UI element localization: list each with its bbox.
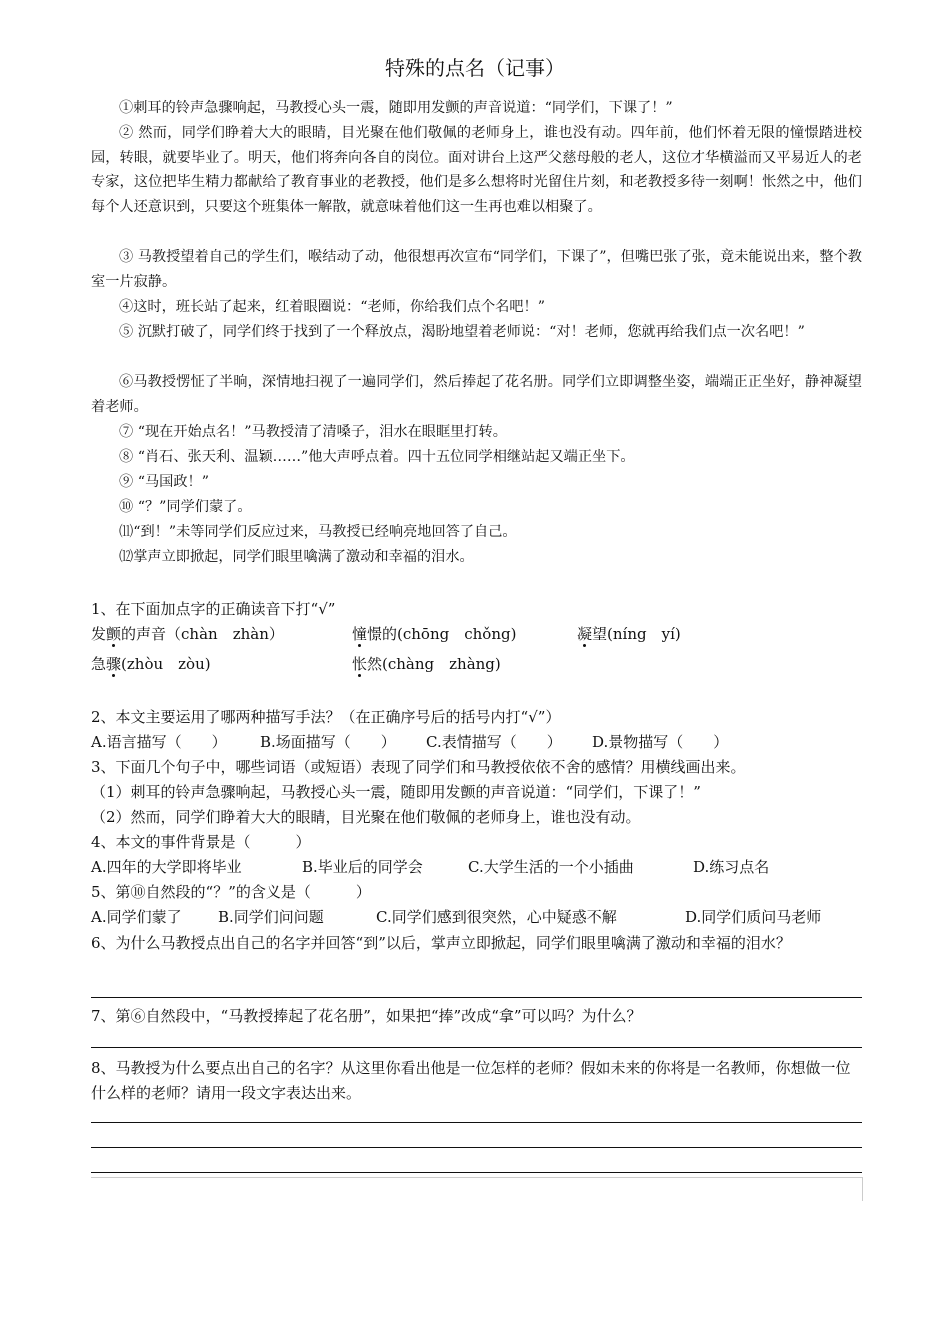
paragraph-10: ⑩ “？”同学们蒙了。 — [119, 499, 252, 515]
dotted-character: 憧 — [352, 625, 368, 643]
question-2-option-c[interactable]: C.表情描写（ ） — [426, 733, 562, 751]
page-title: 特殊的点名（记事） — [385, 56, 565, 80]
pinyin-item: 凝望(níng yí) — [577, 625, 681, 643]
question-1-prompt: 1、在下面加点字的正确读音下打“√” — [91, 600, 336, 618]
question-5-option-d[interactable]: D.同学们质问马老师 — [685, 908, 822, 926]
question-2-prompt: 2、本文主要运用了哪两种描写手法？（在正确序号后的括号内打“√”） — [91, 708, 561, 726]
paragraph-9: ⑨ “马国政！” — [119, 474, 209, 490]
question-4-option-a[interactable]: A.四年的大学即将毕业 — [91, 858, 242, 876]
question-5-option-a[interactable]: A.同学们蒙了 — [91, 908, 182, 926]
question-2-option-b[interactable]: B.场面描写（ ） — [260, 733, 396, 751]
page-frame-edge — [91, 1177, 862, 1178]
question-5-prompt: 5、第⑩自然段的“？”的含义是（ ） — [91, 883, 371, 901]
pinyin-item: 憧憬的(chōng chǒng) — [352, 625, 517, 643]
dotted-character: 怅 — [352, 655, 368, 673]
answer-line[interactable] — [91, 1122, 862, 1123]
paragraph-4: ④这时，班长站了起来，红着眼圈说：“老师，你给我们点个名吧！” — [119, 299, 545, 315]
answer-line[interactable] — [91, 1147, 862, 1148]
page-frame-edge — [862, 1177, 863, 1201]
question-2-option-d[interactable]: D.景物描写（ ） — [592, 733, 729, 751]
question-8-prompt: 8、马教授为什么要点出自己的名字？从这里你看出他是一位怎样的老师？假如未来的你将是一名教师，你想做一位什么样的老师？请用一段文字表达出来。 — [91, 1059, 851, 1102]
pinyin-item: 发颤的声音（chàn zhàn） — [91, 625, 284, 643]
question-3-sentence-2: （2）然而，同学们睁着大大的眼睛，目光聚在他们敬佩的老师身上，谁也没有动。 — [91, 808, 641, 826]
paragraph-1: ①刺耳的铃声急骤响起，马教授心头一震，随即用发颤的声音说道：“同学们，下课了！” — [119, 100, 673, 116]
paragraph-5: ⑤ 沉默打破了，同学们终于找到了一个释放点，渴盼地望着老师说：“对！老师，您就再给我们点一次名吧！” — [119, 324, 805, 340]
question-4-option-b[interactable]: B.毕业后的同学会 — [302, 858, 423, 876]
dotted-character: 颤 — [106, 625, 122, 643]
pinyin-item: 急骤(zhòu zòu) — [91, 655, 211, 673]
paragraph-6: ⑥马教授愣怔了半晌，深情地扫视了一遍同学们，然后捧起了花名册。同学们立即调整坐姿，端端正正坐好，静神凝望着老师。 — [91, 374, 862, 415]
question-7-prompt: 7、第⑥自然段中，“马教授捧起了花名册”，如果把“捧”改成“拿”可以吗？为什么？ — [91, 1007, 642, 1025]
question-5-option-b[interactable]: B.同学们问问题 — [218, 908, 324, 926]
paragraph-3: ③ 马教授望着自己的学生们，喉结动了动，他很想再次宣布“同学们，下课了”，但嘴巴张了张，竟未能说出来，整个教室一片寂静。 — [91, 249, 862, 290]
answer-line[interactable] — [91, 997, 862, 998]
question-4-option-c[interactable]: C.大学生活的一个小插曲 — [468, 858, 634, 876]
question-4-option-d[interactable]: D.练习点名 — [693, 858, 770, 876]
dotted-character: 凝 — [577, 625, 593, 643]
answer-line[interactable] — [91, 1047, 862, 1048]
question-6-prompt: 6、为什么马教授点出自己的名字并回答“到”以后，掌声立即掀起，同学们眼里噙满了激动和幸福的泪水？ — [91, 934, 791, 952]
question-2-option-a[interactable]: A.语言描写（ ） — [91, 733, 227, 751]
answer-line[interactable] — [91, 1172, 862, 1173]
paragraph-7: ⑦ “现在开始点名！”马教授清了清嗓子，泪水在眼眶里打转。 — [119, 424, 507, 440]
question-5-option-c[interactable]: C.同学们感到很突然，心中疑惑不解 — [376, 908, 617, 926]
question-3-prompt: 3、下面几个句子中，哪些词语（或短语）表现了同学们和马教授依依不舍的感情？用横线画出来。 — [91, 758, 746, 776]
paragraph-8: ⑧ “肖石、张天利、温颖……”他大声呼点着。四十五位同学相继站起又端正坐下。 — [119, 449, 635, 465]
paragraph-2: ② 然而，同学们睁着大大的眼睛，目光聚在他们敬佩的老师身上，谁也没有动。四年前，他们怀着无限的憧憬踏进校园，转眼，就要毕业了。明天，他们将奔向各自的岗位。面对讲台上这严父慈母般的老人，这位才华横溢而又平易近人的老专家，这位把毕生精力都献给了教育事业的老教授，他们是多么想将时光留住片刻，和老教授多待一刻啊！怅然之中，他们每个人还意识到，只要这个班集体一解散，就意味着他们这一生再也难以相聚了。 — [91, 125, 862, 215]
question-3-sentence-1: （1）刺耳的铃声急骤响起，马教授心头一震，随即用发颤的声音说道：“同学们，下课了！” — [91, 783, 701, 801]
paragraph-11: ⑾“到！”未等同学们反应过来，马教授已经响亮地回答了自己。 — [119, 524, 517, 540]
question-4-prompt: 4、本文的事件背景是（ ） — [91, 833, 311, 851]
paragraph-12: ⑿掌声立即掀起，同学们眼里噙满了激动和幸福的泪水。 — [119, 549, 474, 565]
pinyin-item: 怅然(chàng zhàng) — [352, 655, 501, 673]
dotted-character: 骤 — [106, 655, 122, 673]
